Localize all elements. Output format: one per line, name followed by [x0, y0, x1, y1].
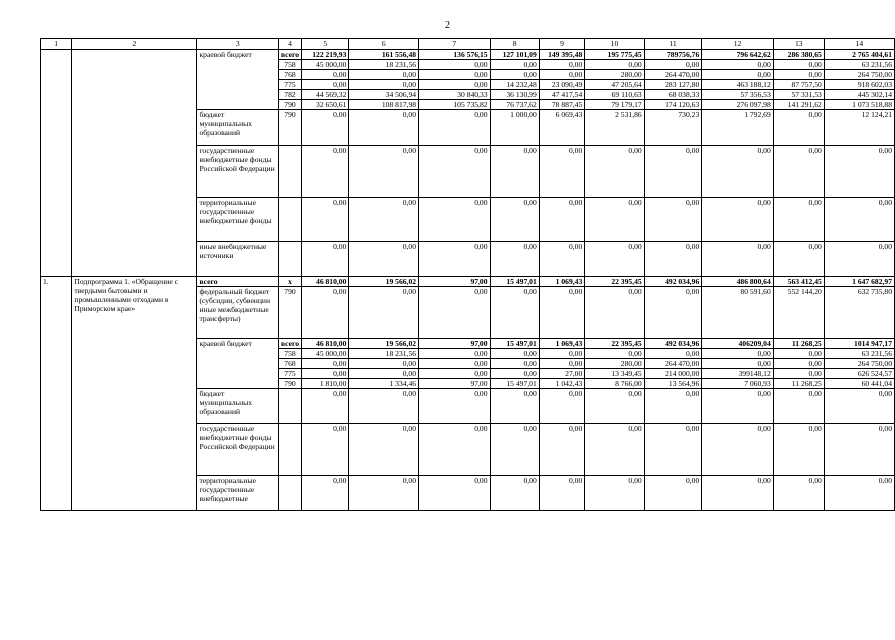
year-value: 11 268,25 [773, 379, 824, 389]
year-value: 136 576,15 [419, 50, 491, 60]
year-value: 0,00 [773, 476, 824, 511]
year-value: 87 757,50 [773, 80, 824, 90]
year-value: 0,00 [644, 349, 702, 359]
year-value: 1 334,46 [349, 379, 419, 389]
budget-code: 758 [278, 349, 301, 359]
year-value: 0,00 [349, 80, 419, 90]
total-value: 2 765 404,61 [824, 50, 894, 60]
total-value: 60 441,04 [824, 379, 894, 389]
column-number: 4 [278, 39, 301, 50]
year-value: 0,00 [419, 198, 491, 242]
year-value: 0,00 [349, 359, 419, 369]
column-number: 2 [72, 39, 197, 50]
year-value: 0,00 [490, 287, 539, 339]
year-value: 149 395,48 [539, 50, 585, 60]
year-value: 0,00 [302, 287, 349, 339]
year-value: 0,00 [302, 198, 349, 242]
year-value: 19 566,02 [349, 339, 419, 349]
year-value: 0,00 [419, 110, 491, 146]
year-value: 0,00 [539, 349, 585, 359]
year-value: 0,00 [419, 146, 491, 198]
year-value: 789756,76 [644, 50, 702, 60]
year-value: 69 110,63 [585, 90, 644, 100]
year-value: 0,00 [773, 424, 824, 476]
year-value: 0,00 [644, 476, 702, 511]
funding-source: бюджет муниципальных образований [197, 389, 278, 424]
year-value: 11 268,25 [773, 339, 824, 349]
year-value: 0,00 [702, 359, 774, 369]
year-value: 0,00 [585, 287, 644, 339]
total-value: 918 602,03 [824, 80, 894, 90]
year-value: 23 090,49 [539, 80, 585, 90]
total-value: 626 524,57 [824, 369, 894, 379]
column-number: 13 [773, 39, 824, 50]
year-value: 15 497,01 [490, 277, 539, 287]
budget-code: 775 [278, 80, 301, 90]
budget-code: 790 [278, 379, 301, 389]
budget-code: 758 [278, 60, 301, 70]
budget-code [278, 389, 301, 424]
funding-source: бюджет муниципальных образований [197, 110, 278, 146]
column-number: 1 [41, 39, 72, 50]
year-value: 0,00 [585, 242, 644, 277]
funding-source: территориальные государственные внебюджетные фонды [197, 198, 278, 242]
year-value: 0,00 [773, 349, 824, 359]
total-value: 0,00 [824, 242, 894, 277]
year-value: 0,00 [490, 389, 539, 424]
year-value: 22 395,45 [585, 277, 644, 287]
year-value: 0,00 [349, 389, 419, 424]
year-value: 0,00 [419, 80, 491, 90]
year-value: 174 120,63 [644, 100, 702, 110]
total-value: 1014 947,17 [824, 339, 894, 349]
year-value: 97,00 [419, 277, 491, 287]
year-value: 79 179,17 [585, 100, 644, 110]
year-value: 0,00 [773, 369, 824, 379]
funding-source: федеральный бюджет (субсидии, субвенции иные межбюджетные трансферты) [197, 287, 278, 339]
subprogram-title: Подпрограмма 1. «Обращение с твердыми бытовыми и промышленными отходами в Приморском крае» [72, 277, 197, 511]
year-value: 0,00 [302, 369, 349, 379]
year-value: 0,00 [419, 389, 491, 424]
year-value: 14 232,48 [490, 80, 539, 90]
year-value: 0,00 [585, 476, 644, 511]
funding-source: территориальные государственные внебюджетные [197, 476, 278, 511]
year-value: 0,00 [349, 424, 419, 476]
year-value: 32 650,61 [302, 100, 349, 110]
total-value: 264 750,00 [824, 70, 894, 80]
year-value: 127 101,09 [490, 50, 539, 60]
year-value: 0,00 [490, 198, 539, 242]
year-value: 19 566,02 [349, 277, 419, 287]
year-value: 276 097,98 [702, 100, 774, 110]
year-value: 0,00 [490, 369, 539, 379]
total-value: 1 647 682,97 [824, 277, 894, 287]
funding-source: государственные внебюджетные фонды Российской Федерации [197, 424, 278, 476]
year-value: 0,00 [419, 242, 491, 277]
year-value: 399148,12 [702, 369, 774, 379]
year-value: 0,00 [773, 389, 824, 424]
year-value: 45 000,00 [302, 60, 349, 70]
year-value: 0,00 [644, 424, 702, 476]
year-value: 0,00 [349, 242, 419, 277]
year-value: 280,00 [585, 359, 644, 369]
year-value: 0,00 [302, 359, 349, 369]
year-value: 0,00 [539, 242, 585, 277]
year-value: 0,00 [539, 198, 585, 242]
year-value: 0,00 [773, 242, 824, 277]
year-value: 0,00 [349, 369, 419, 379]
year-value: 0,00 [349, 70, 419, 80]
year-value: 1 000,00 [490, 110, 539, 146]
year-value: 0,00 [419, 70, 491, 80]
year-value: 0,00 [585, 60, 644, 70]
total-value: 0,00 [824, 424, 894, 476]
year-value: 7 060,93 [702, 379, 774, 389]
funding-source: иные внебюджетные источники [197, 242, 278, 277]
year-value: 0,00 [539, 70, 585, 80]
year-value: 492 034,96 [644, 277, 702, 287]
budget-code [278, 146, 301, 198]
total-value: 1 073 518,88 [824, 100, 894, 110]
year-value: 47 205,64 [585, 80, 644, 90]
year-value: 0,00 [490, 424, 539, 476]
year-value: 0,00 [585, 146, 644, 198]
year-value: 47 417,54 [539, 90, 585, 100]
funding-source: краевой бюджет [197, 50, 278, 110]
year-value: 0,00 [702, 349, 774, 359]
year-value: 57 356,53 [702, 90, 774, 100]
year-value: 6 069,43 [539, 110, 585, 146]
year-value: 0,00 [539, 146, 585, 198]
year-value: 108 817,98 [349, 100, 419, 110]
year-value: 0,00 [773, 198, 824, 242]
year-value: 0,00 [702, 70, 774, 80]
year-value: 2 531,86 [585, 110, 644, 146]
column-number: 6 [349, 39, 419, 50]
year-value: 0,00 [539, 424, 585, 476]
funding-source: всего [197, 277, 278, 287]
year-value: 34 506,94 [349, 90, 419, 100]
year-value: 161 556,48 [349, 50, 419, 60]
year-value: 0,00 [302, 242, 349, 277]
year-value: 0,00 [644, 389, 702, 424]
year-value: 0,00 [419, 287, 491, 339]
funding-source: государственные внебюджетные фонды Российской Федерации [197, 146, 278, 198]
year-value: 0,00 [302, 424, 349, 476]
total-value: 63 231,56 [824, 349, 894, 359]
year-value: 0,00 [302, 80, 349, 90]
year-value: 463 188,12 [702, 80, 774, 90]
budget-code [278, 424, 301, 476]
year-value: 1 069,43 [539, 339, 585, 349]
year-value: 486 800,64 [702, 277, 774, 287]
year-value: 0,00 [302, 110, 349, 146]
column-number: 14 [824, 39, 894, 50]
year-value: 122 219,93 [302, 50, 349, 60]
year-value: 0,00 [419, 424, 491, 476]
year-value: 0,00 [644, 242, 702, 277]
year-value: 15 497,01 [490, 379, 539, 389]
year-value: 0,00 [419, 359, 491, 369]
total-value: 632 735,80 [824, 287, 894, 339]
budget-code: x [278, 277, 301, 287]
page-number: 2 [445, 20, 450, 31]
year-value: 36 130,99 [490, 90, 539, 100]
year-value: 46 810,00 [302, 339, 349, 349]
column-number: 8 [490, 39, 539, 50]
year-value: 796 642,62 [702, 50, 774, 60]
year-value: 264 470,00 [644, 359, 702, 369]
year-value: 195 775,45 [585, 50, 644, 60]
column-number: 11 [644, 39, 702, 50]
budget-code: 790 [278, 100, 301, 110]
year-value: 0,00 [539, 389, 585, 424]
year-value: 45 000,00 [302, 349, 349, 359]
year-value: 0,00 [490, 146, 539, 198]
year-value: 44 569,32 [302, 90, 349, 100]
table-row [41, 277, 895, 287]
year-value: 0,00 [419, 349, 491, 359]
year-value: 0,00 [539, 60, 585, 70]
total-value: 0,00 [824, 146, 894, 198]
year-value: 730,23 [644, 110, 702, 146]
year-value: 0,00 [773, 70, 824, 80]
table-row [41, 50, 895, 60]
year-value: 0,00 [302, 70, 349, 80]
year-value: 78 887,45 [539, 100, 585, 110]
year-value: 18 231,56 [349, 60, 419, 70]
year-value: 0,00 [490, 242, 539, 277]
year-value: 0,00 [349, 146, 419, 198]
year-value: 0,00 [419, 476, 491, 511]
year-value: 0,00 [349, 287, 419, 339]
year-value: 0,00 [490, 359, 539, 369]
budget-code [278, 242, 301, 277]
year-value: 280,00 [585, 70, 644, 80]
year-value: 0,00 [702, 424, 774, 476]
budget-table [40, 38, 895, 511]
year-value: 0,00 [539, 359, 585, 369]
year-value: 141 291,62 [773, 100, 824, 110]
year-value: 0,00 [585, 349, 644, 359]
year-value: 22 395,45 [585, 339, 644, 349]
total-value: 0,00 [824, 198, 894, 242]
year-value: 286 380,65 [773, 50, 824, 60]
year-value: 0,00 [419, 60, 491, 70]
year-value: 0,00 [644, 146, 702, 198]
year-value: 0,00 [585, 424, 644, 476]
column-number: 5 [302, 39, 349, 50]
budget-code [278, 476, 301, 511]
cell-col2 [72, 50, 197, 277]
year-value: 214 000,00 [644, 369, 702, 379]
year-value: 105 735,82 [419, 100, 491, 110]
year-value: 0,00 [644, 198, 702, 242]
year-value: 0,00 [302, 476, 349, 511]
year-value: 0,00 [419, 369, 491, 379]
cell-col1 [41, 50, 72, 277]
total-value: 0,00 [824, 476, 894, 511]
budget-code: всего [278, 339, 301, 349]
year-value: 30 840,33 [419, 90, 491, 100]
total-value: 12 124,21 [824, 110, 894, 146]
year-value: 13 564,96 [644, 379, 702, 389]
year-value: 0,00 [490, 349, 539, 359]
year-value: 0,00 [773, 359, 824, 369]
year-value: 0,00 [490, 60, 539, 70]
total-value: 63 231,56 [824, 60, 894, 70]
total-value: 264 750,00 [824, 359, 894, 369]
year-value: 1 042,43 [539, 379, 585, 389]
year-value: 0,00 [302, 389, 349, 424]
year-value: 0,00 [490, 476, 539, 511]
column-number-header [41, 39, 895, 50]
year-value: 0,00 [773, 146, 824, 198]
year-value: 0,00 [349, 110, 419, 146]
year-value: 0,00 [702, 60, 774, 70]
column-number: 9 [539, 39, 585, 50]
year-value: 0,00 [349, 476, 419, 511]
total-value: 0,00 [824, 389, 894, 424]
budget-code: 790 [278, 110, 301, 146]
year-value: 0,00 [349, 198, 419, 242]
year-value: 0,00 [539, 287, 585, 339]
year-value: 264 470,00 [644, 70, 702, 80]
year-value: 0,00 [490, 70, 539, 80]
year-value: 492 034,96 [644, 339, 702, 349]
budget-code: 768 [278, 70, 301, 80]
year-value: 552 144,20 [773, 287, 824, 339]
year-value: 0,00 [644, 287, 702, 339]
budget-code: 768 [278, 359, 301, 369]
budget-code: 782 [278, 90, 301, 100]
year-value: 76 737,62 [490, 100, 539, 110]
year-value: 0,00 [539, 476, 585, 511]
year-value: 406209,04 [702, 339, 774, 349]
budget-code: 775 [278, 369, 301, 379]
column-number: 10 [585, 39, 644, 50]
budget-code [278, 198, 301, 242]
column-number: 3 [197, 39, 278, 50]
year-value: 0,00 [702, 198, 774, 242]
year-value: 8 766,00 [585, 379, 644, 389]
budget-code: всего [278, 50, 301, 60]
year-value: 0,00 [585, 198, 644, 242]
year-value: 97,00 [419, 339, 491, 349]
year-value: 0,00 [644, 60, 702, 70]
budget-code: 790 [278, 287, 301, 339]
year-value: 0,00 [702, 476, 774, 511]
year-value: 0,00 [302, 146, 349, 198]
year-value: 18 231,56 [349, 349, 419, 359]
year-value: 0,00 [585, 389, 644, 424]
year-value: 0,00 [702, 389, 774, 424]
year-value: 283 127,80 [644, 80, 702, 90]
subprogram-number: 1. [41, 277, 72, 511]
year-value: 563 412,45 [773, 277, 824, 287]
year-value: 0,00 [773, 110, 824, 146]
year-value: 1 810,00 [302, 379, 349, 389]
year-value: 0,00 [702, 242, 774, 277]
year-value: 1 792,69 [702, 110, 774, 146]
year-value: 1 069,43 [539, 277, 585, 287]
column-number: 7 [419, 39, 491, 50]
year-value: 57 331,53 [773, 90, 824, 100]
column-number: 12 [702, 39, 774, 50]
year-value: 46 810,00 [302, 277, 349, 287]
funding-source: краевой бюджет [197, 339, 278, 389]
year-value: 68 038,33 [644, 90, 702, 100]
year-value: 0,00 [702, 146, 774, 198]
year-value: 0,00 [773, 60, 824, 70]
year-value: 97,00 [419, 379, 491, 389]
year-value: 15 497,01 [490, 339, 539, 349]
year-value: 80 591,60 [702, 287, 774, 339]
total-value: 445 302,14 [824, 90, 894, 100]
year-value: 13 349,45 [585, 369, 644, 379]
year-value: 27,00 [539, 369, 585, 379]
